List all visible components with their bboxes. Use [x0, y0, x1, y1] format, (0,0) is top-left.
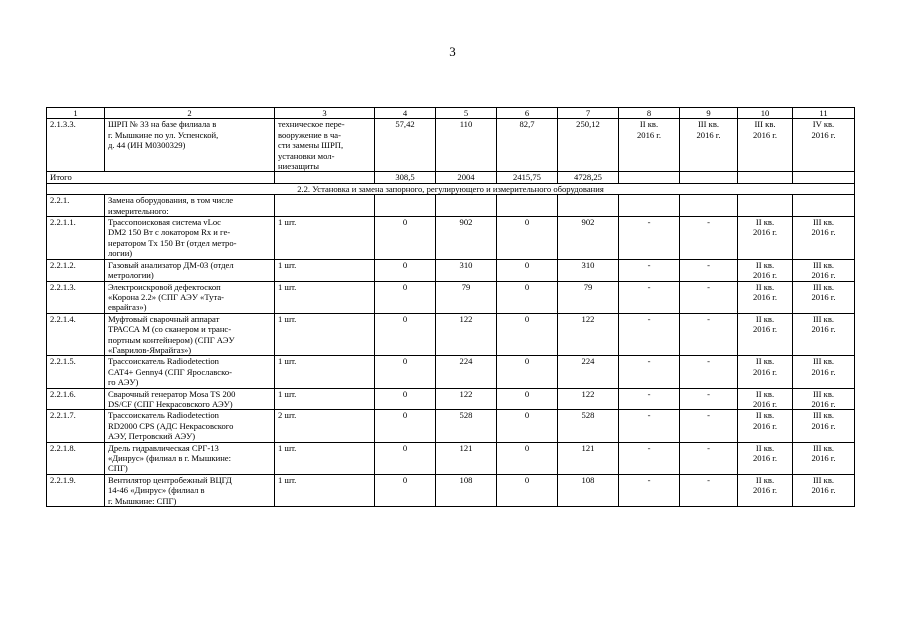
row-number: 2.2.1.1. [47, 217, 105, 260]
table-row [47, 281, 855, 313]
total-row [47, 172, 855, 183]
row-number: 2.2.1.2. [47, 259, 105, 281]
row-quantity: 1 шт. [275, 217, 375, 260]
row-value: 0 [497, 356, 558, 388]
row-period: - [680, 281, 738, 313]
row-value: 0 [375, 259, 436, 281]
row-value: 0 [375, 217, 436, 260]
row-name: Вентилятор центробежный ВЦГД 14-46 «Динрус» (филиал в г. Мышкине: СПГ) [105, 474, 275, 506]
row-quantity: 1 шт. [275, 474, 375, 506]
row-number: 2.2.1.7. [47, 410, 105, 442]
row-quantity: 1 шт. [275, 356, 375, 388]
row-quantity: 1 шт. [275, 442, 375, 474]
row-period: III кв. 2016 г. [793, 281, 855, 313]
row-value: 0 [497, 259, 558, 281]
table-row [47, 259, 855, 281]
row-period: II кв. 2016 г. [738, 474, 793, 506]
column-header: 8 [619, 108, 680, 119]
row-period: II кв. 2016 г. [738, 410, 793, 442]
total-value: 2415,75 [497, 172, 558, 183]
row-value: 122 [558, 313, 619, 356]
row-number: 2.2.1.3. [47, 281, 105, 313]
table-row [47, 442, 855, 474]
row-number: 2.1.3.3. [47, 119, 105, 172]
column-header: 5 [436, 108, 497, 119]
column-header: 6 [497, 108, 558, 119]
row-period: III кв. 2016 г. [793, 388, 855, 410]
row-value: 108 [558, 474, 619, 506]
row-number: 2.2.1. [47, 195, 105, 217]
row-number: 2.2.1.8. [47, 442, 105, 474]
row-number: 2.2.1.5. [47, 356, 105, 388]
row-value: 79 [436, 281, 497, 313]
row-period: - [619, 410, 680, 442]
row-period: II кв. 2016 г. [738, 388, 793, 410]
row-name: Трассоискатель Radiodetection CAT4+ Genny4 (СПГ Ярославско- го АЭУ) [105, 356, 275, 388]
row-value [436, 195, 497, 217]
column-header: 3 [275, 108, 375, 119]
row-period: III кв. 2016 г. [793, 259, 855, 281]
row-period: III кв. 2016 г. [680, 119, 738, 172]
row-value: 82,7 [497, 119, 558, 172]
row-period: - [680, 313, 738, 356]
row-value: 122 [436, 313, 497, 356]
row-number: 2.2.1.6. [47, 388, 105, 410]
row-period: II кв. 2016 г. [738, 442, 793, 474]
investment-table [46, 107, 855, 507]
row-value: 122 [558, 388, 619, 410]
table-row [47, 410, 855, 442]
row-period: - [619, 388, 680, 410]
row-period [738, 195, 793, 217]
row-value: 902 [436, 217, 497, 260]
row-period: - [680, 410, 738, 442]
row-value: 121 [436, 442, 497, 474]
row-value: 0 [497, 442, 558, 474]
row-value: 528 [558, 410, 619, 442]
column-header: 7 [558, 108, 619, 119]
row-value: 250,12 [558, 119, 619, 172]
row-period: III кв. 2016 г. [793, 474, 855, 506]
row-quantity: техническое пере- вооружение в ча- сти замены ШРП, установки мол- ниезащиты [275, 119, 375, 172]
row-quantity: 2 шт. [275, 410, 375, 442]
row-value: 79 [558, 281, 619, 313]
row-name: ШРП № 33 на базе филиала в г. Мышкине по ул. Успенской, д. 44 (ИН М0300329) [105, 119, 275, 172]
total-empty [275, 172, 375, 183]
row-value: 108 [436, 474, 497, 506]
row-period: II кв. 2016 г. [738, 217, 793, 260]
row-name: Электроискровой дефектоскоп «Корона 2.2» (СПГ АЭУ «Тута- еврайгаз») [105, 281, 275, 313]
row-value: 0 [497, 474, 558, 506]
row-value: 224 [558, 356, 619, 388]
row-quantity [275, 195, 375, 217]
row-value: 0 [375, 474, 436, 506]
total-value: 2004 [436, 172, 497, 183]
column-header-row [47, 108, 855, 119]
total-label: Итого [47, 172, 275, 183]
column-header: 2 [105, 108, 275, 119]
table-row [47, 119, 855, 172]
section-title: 2.2. Установка и замена запорного, регулирующего и измерительного оборудования [47, 183, 855, 194]
row-period: III кв. 2016 г. [793, 442, 855, 474]
row-period: - [680, 474, 738, 506]
row-period: - [680, 388, 738, 410]
row-value: 0 [375, 442, 436, 474]
table-row [47, 474, 855, 506]
row-value: 122 [436, 388, 497, 410]
row-value: 902 [558, 217, 619, 260]
total-empty [738, 172, 793, 183]
row-period: - [619, 474, 680, 506]
row-period: III кв. 2016 г. [793, 313, 855, 356]
table-row [47, 313, 855, 356]
row-period: - [619, 442, 680, 474]
row-value: 310 [558, 259, 619, 281]
row-period: II кв. 2016 г. [738, 259, 793, 281]
total-empty [793, 172, 855, 183]
row-period: II кв. 2016 г. [738, 313, 793, 356]
row-period: IV кв. 2016 г. [793, 119, 855, 172]
row-value [497, 195, 558, 217]
row-period: II кв. 2016 г. [738, 281, 793, 313]
row-number: 2.2.1.9. [47, 474, 105, 506]
row-value [375, 195, 436, 217]
table-row [47, 217, 855, 260]
row-period [680, 195, 738, 217]
total-empty [680, 172, 738, 183]
row-period: - [680, 356, 738, 388]
row-period: - [619, 313, 680, 356]
row-period: - [680, 442, 738, 474]
column-header: 1 [47, 108, 105, 119]
row-number: 2.2.1.4. [47, 313, 105, 356]
row-value: 528 [436, 410, 497, 442]
row-quantity: 1 шт. [275, 281, 375, 313]
row-name: Трассопоисковая система vLoc DM2 150 Вт с локатором Rx и ге- нератором Tx 150 Вт (отдел метро- логии) [105, 217, 275, 260]
row-period: - [619, 281, 680, 313]
row-value: 0 [375, 410, 436, 442]
column-header: 9 [680, 108, 738, 119]
row-quantity: 1 шт. [275, 259, 375, 281]
row-period: II кв. 2016 г. [738, 356, 793, 388]
row-value: 0 [497, 388, 558, 410]
row-period: - [680, 217, 738, 260]
row-value: 0 [497, 281, 558, 313]
row-name: Сварочный генератор Mosa TS 200 DS/CF (СПГ Некрасовского АЭУ) [105, 388, 275, 410]
row-value [558, 195, 619, 217]
column-header: 4 [375, 108, 436, 119]
row-quantity: 1 шт. [275, 388, 375, 410]
row-period: III кв. 2016 г. [738, 119, 793, 172]
row-name: Газовый анализатор ДМ-03 (отдел метрологии) [105, 259, 275, 281]
row-value: 121 [558, 442, 619, 474]
row-period: - [619, 356, 680, 388]
page-number: 3 [449, 44, 456, 59]
row-value: 0 [375, 281, 436, 313]
row-value: 0 [497, 217, 558, 260]
row-value: 310 [436, 259, 497, 281]
row-value: 224 [436, 356, 497, 388]
total-value: 308,5 [375, 172, 436, 183]
row-period: - [619, 217, 680, 260]
column-header: 11 [793, 108, 855, 119]
total-empty [619, 172, 680, 183]
row-name: Муфтовый сварочный аппарат ТРАССА М (со сканером и транс- портным контейнером) (СПГ АЭУ «Гаврилов-Ямрайгаз») [105, 313, 275, 356]
row-period: III кв. 2016 г. [793, 410, 855, 442]
row-value: 0 [375, 356, 436, 388]
column-header: 10 [738, 108, 793, 119]
row-quantity: 1 шт. [275, 313, 375, 356]
row-value: 0 [497, 410, 558, 442]
row-value: 110 [436, 119, 497, 172]
row-name: Замена оборудования, в том числе измерительного: [105, 195, 275, 217]
row-period: III кв. 2016 г. [793, 217, 855, 260]
table-row [47, 195, 855, 217]
row-value: 0 [375, 313, 436, 356]
section-row [47, 183, 855, 194]
row-period [793, 195, 855, 217]
row-value: 0 [497, 313, 558, 356]
table-row [47, 388, 855, 410]
row-name: Трассоискатель Radiodetection RD2000 CPS (АДС Некрасовского АЭУ, Петровский АЭУ) [105, 410, 275, 442]
row-value: 0 [375, 388, 436, 410]
row-period: II кв. 2016 г. [619, 119, 680, 172]
row-period: - [619, 259, 680, 281]
row-name: Дрель гидравлическая СРГ-13 «Динрус» (филиал в г. Мышкине: СПГ) [105, 442, 275, 474]
total-value: 4728,25 [558, 172, 619, 183]
row-period: - [680, 259, 738, 281]
table-row [47, 356, 855, 388]
row-period: III кв. 2016 г. [793, 356, 855, 388]
row-period [619, 195, 680, 217]
row-value: 57,42 [375, 119, 436, 172]
